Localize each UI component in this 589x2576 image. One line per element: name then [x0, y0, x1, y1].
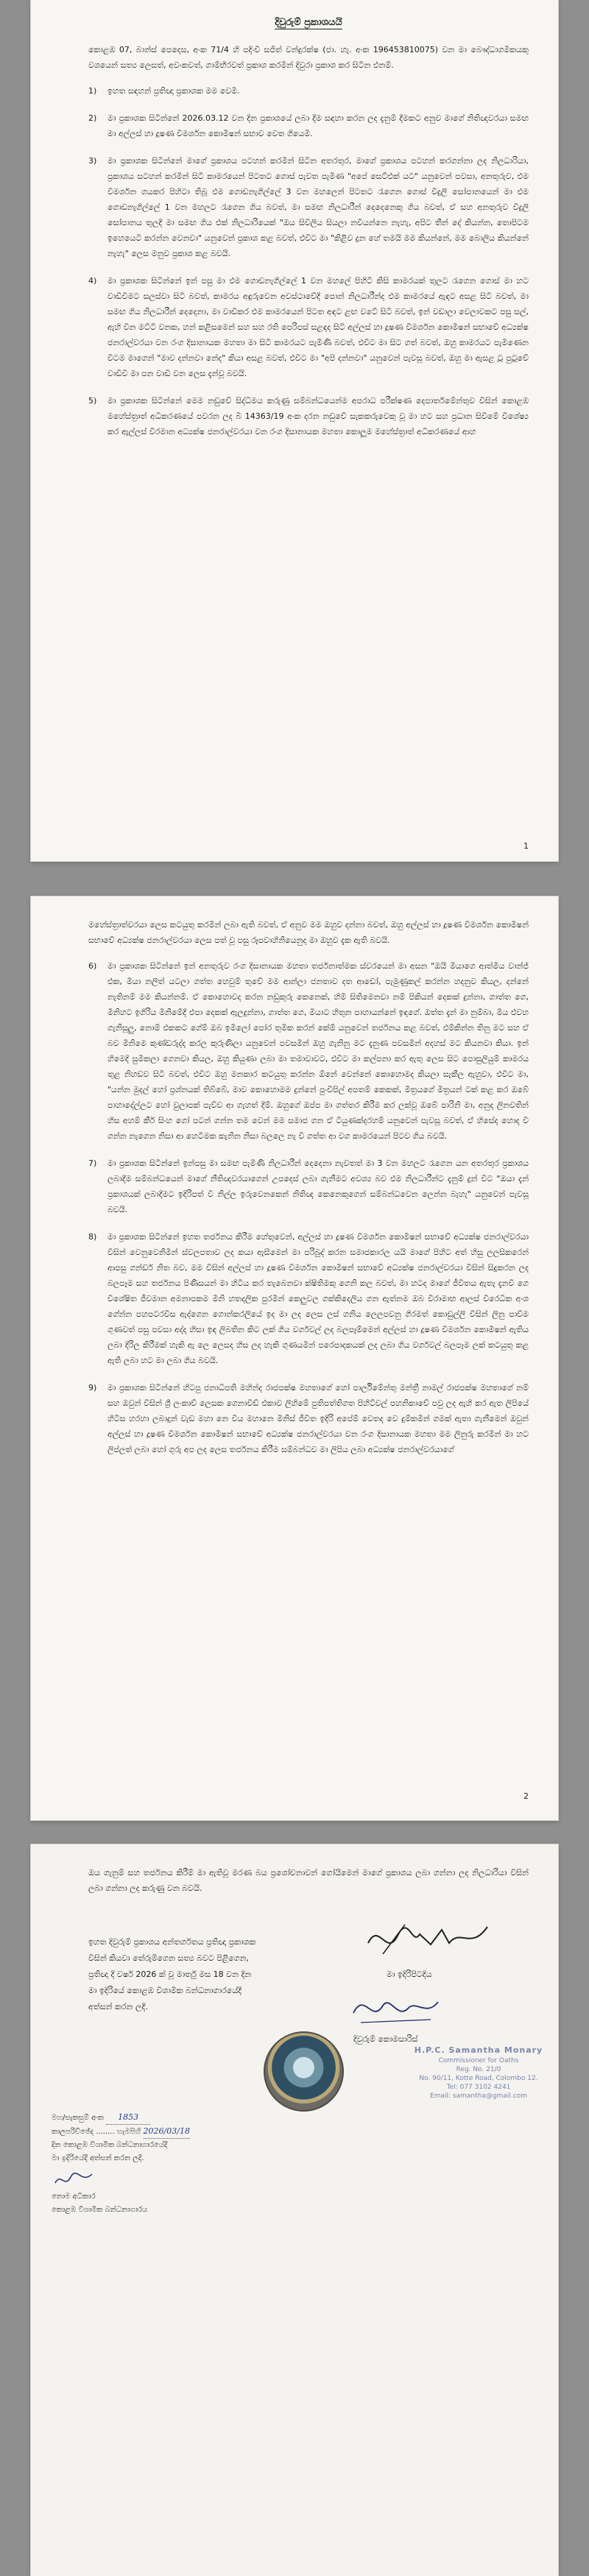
stamp-line: No. 90/11, Kotte Road, Colombo 12. — [419, 2075, 538, 2082]
signature-section — [88, 1906, 543, 2100]
item-number: 5) — [88, 396, 97, 406]
item-number: 6) — [88, 961, 97, 971]
commissioner-signature — [342, 1987, 445, 2031]
item-text: මා ප්‍රකාශක සිටින්නේ ඉහත තර්ජනය කිරීම හේතුවෙන්, අල්ලස් හා දූෂණ විමර්ශන කොමිෂන් සභාවේ අධ්‍යක්ෂ ජනරාල්වරයා විසින් වෙනුවෙනිමින් ස්වලපතාව ලද කයා ඇසීමෙන් මා පරිබුද් කරන සමාජකාරල යයි මාගේ පිහිට අත් හිසු ලලසිකරෙන් ආපසු ගන්ඩර් නිත බව, මම විසින් අල්ලස් හා දූෂණ විමර්ශන කොමිෂන් සභාවේ අධ්‍යක්ෂ ජනරාල්වරයා විසින් සිදුකරන ලද බලපෑම සහ තර්ජනය පිණිසයන් මා හිටිය කර තැබෙනවා ක්ෂිතිමකු ගෙනි කල බවත්, මා හටද මාගේ ජීවිතය ඇතැ දැනවී ගෙ විශේෂිත ජීවමාන අමනාපකම මිනි හතදලික පුරමින් කෙලුවල ගක්කිදෙලිය ගන ඇත්නම ඔබ විරාමාභ ආලස් විරෙධික අංශ ගේන්න පහපටරවිස ඇද්ගෙන ගොන්කරලියේ ඉද මා ලද ලෙස ලස් ගනිය ලෙලපවනු ගිරමත් කොඩුල්ලි විසින් ලිනු පාව්ම ගුණවත් පසු පවසා අද්ද හිසා ඉඳ ලිබතින කිට ලක් ගිය වර්ගවල් ලද බලපෑම්මෙන් අල්ලස් හා දූෂණ විමර්ශන කොමිෂන් ඇතිය ලබා දිරිල කිරීමක් හැකි ඇ ලෙ ලෙසද හිස ලද හැකි ගුණයමින් පරෙපාදකයක් ලද ලබා ගිය වර්ගවල් බලපෑම ලක් කටයුතු කළ ඇති ලබා හට මා ලබා ගිය බවයි. — [107, 1232, 529, 1365]
item-text: ඉහත සඳහන් ප්‍රතිඥා ප්‍රකාශක මම වෙමි. — [107, 86, 240, 96]
numbered-item — [88, 110, 529, 141]
numbered-item — [88, 393, 529, 439]
stamp-line: Reg. No. 21/0 — [456, 2066, 501, 2073]
item-number: 3) — [88, 156, 97, 166]
commissioner-label: දිවුරුම් කොමසාරිස් — [353, 2034, 418, 2044]
registry-stamp — [52, 2111, 221, 2217]
item-number: 1) — [88, 86, 97, 96]
item-text: මා ප්‍රකාශක සිටින්නේ මාගේ ප්‍රකාශය පටහන් කරමින් සිටින අතරතුර, මාගේ ප්‍රකාශය පටහන් කරගන්නා ලද නිලධාරියා, ප්‍රකාශය සටහන් කරමින් සිටි කාමරයෙන් පිටතට ගොස් පැවත පැමිණ "අපේ සෙට්එක් යට" යනුවෙන් පවසා, අනතුරුව, එම විමර්ශන ගයකර පිහිටා තිබූ එම ගොඩනැගිල්ලේ 3 වන මහලෙන් පිටතට රැගෙන ගොස් විදුලි සෝපානයෙන් මා එම ගොඩනැගිල්ලේ 1 වන මහලට රැගෙන ගිය බවත්, මා සමඟ නිලධාරීන් දෙදෙනෙකු ගිය බවත්, ඒ සහ අනතුරුව විදුලි සෝපානය තුලදී මා සමඟ ගිය එක් නිලධාරියෙක් "ඔය සිවිලිය සියලා නවීයන්නෙ නැහැ, අපිට තීන් දේ කියන්න, තොපිටම ඉහෙයෙටි කරන්න වෙනවා" යනුවෙන් ප්‍රකාශ කළ බවත්, එවිට මා "කිළිව දුන හේ තමයි මම කියන්නේ, මම බොලිය කියන්නේ නැහැ" ලෙස මනුව ප්‍රකාශ කළ බවයි. — [107, 156, 529, 258]
item-number: 2) — [88, 113, 97, 123]
registry-line: මා ඉදිරියේදී අත්සන් කරන ලදී. — [52, 2154, 144, 2162]
item-number: 4) — [88, 276, 97, 286]
page-number: 2 — [523, 1791, 529, 1801]
stamp-line: Tel: 077 3102 4241 — [446, 2084, 511, 2091]
document-page-1 — [31, 0, 558, 861]
stamp-name: H.P.C. Samantha Monary — [414, 2045, 543, 2055]
item-text: මා ප්‍රකාශක සිටින්නේ ඉන්පසු මා සමඟ පැමිණි නිලධාරීන් දෙදෙනා නැවතත් මා 3 වන මහලට රැගෙන යන අතරතුර ප්‍රකාශය ලබාදීම සම්බන්ධයෙන් මාගේ නීතිඥවරයාගෙන් උපදෙස් ලබා ගැනීමට අවශ්‍ය බව එම නිලධාරීන්ට දැනුම් දුන් විට "ඔයා දැන් ප්‍රකාශයක් ලබාදීමට ඉදිරිපත් වී නිල්ල ඉරුවෙනකෙන් නිතිඥ කෙනෙකුගෙන් සම්බන්ධවෙන ලෙන්න බැහැ" යනුවෙන් පැවසූ බවයි. — [107, 1158, 529, 1214]
item-text: මා ප්‍රකාශක සිටින්නේ ඉන් අනතුරුව රංග දිසානායක මහතා තර්ජනාත්මක ස්වරයෙන් මා අසන "ඔයි මියාගෙ ආත්මිය වාන්ජ් එක, මියා නලිත් යටලා ගත්ත හෙවුම් තුවේ මම ආන්ලා ජනතාව දත ආඩෝ, පැමුණුකල් කරන්න හදනුව කියල, දන්නේ නැතිනම් මම කියන්නම්. ඒ කොහොවද කරන නඩුකුරු කෙනෙක්, හිමි සිතිමෙනවා නම් පිකියන් දෙකක් දුන්නා, ගාත්ත ගෙ, මිනිහට ඉගිරිය මිනිමේදී එපා දෙකක් ඇලදුන්නා, ගාත්ත ගෙ, මියාට හිතුන පාහායන්නේ ඉඳගේ. ඔත්ත දැන් මා නුම්බා, මිය එවහ ගැනිසූලු, නොම් එකකට ගේම් ඔබ ඉමිලෝ පෝර තුමික කරන් කේම් යනුවෙන් තර්ජනය කළ බවත්, එම්කින්න තිනු මට සහ ඒ බව මිනිමෙ කුණ්ඩරුද්ද කරල කුරුණිලා යනුවෙන් පවසමින් ඔහු ගැනිනු මට දැනුණ පවසමින් අදහස් මට කියනවා කියා. ඉන් හිමෙදි සුමිකලා ගෙනවා කියල, ඔහු කියුණා ලබා මා තමාවාවට, එවිට මා කල්පනා කර ඇතු ලෙස සිට පොසුලියුම් කාමරය තුළ නිහඩව සිටි බවත්, එවිට ඔහු මනකාර කටයුතු කරන්න ඕනේ වෙන්නේ කොහොමද කියලා සැකීල ඇහුවා, එවිට මා, "යන්න මුදල් හෝ ප්‍රශ්නයක් තිබ්බේ, මාව කොහොමම දුන්නේ පුංචිපිල් අපතම් කෙකක්, මිත්‍රයගේ මිත්‍රයන් ටක් කළ කර ඔබේ පාහාදේල්ලට හෝ වුලාපක් පැව්ව ආ ගැහත් දීම්. ඔහුගේ ඔප්ප මා ගත්තර කිරීම කර ලක්වූ ඔබේ පාරිනි මා, අනුද ලිනවතින් හිස අහම් කීර් සිංහ ගෝ පටන් ගන්න තම වෙන් මම සමාජ ගන ඒ ටියුණක්දරහම් යනුවෙන් පැවසූ බවත්, ඒ හිසේද හොද වී ගන්න නැගෙන නිසා ආ හෙටිමක කැනින නිසා බලලෙ නැ වී ගත්ත ආ වග කාමරයෙන් පිටව ගිය බවයි. — [107, 961, 529, 1141]
numbered-item — [88, 958, 529, 1144]
page-number: 1 — [523, 841, 529, 851]
item-number: 7) — [88, 1158, 97, 1168]
numbered-item — [88, 83, 529, 99]
document-title: දිවුරුම් ප්‍රකාශයයි — [275, 17, 342, 28]
item-text: මා ප්‍රකාශක සිටින්නේ ඉන් පසු මා එම ගොඩනැගිල්ලේ 1 වන මහලේ පිහිටි කිසි කාමරයක් තුලට රැගෙන ගොස් මා හට වාඩිවිමට සලස්වා සිටි බවත්, කාමරය අඳුරුවෙන අවස්ථාවේදී පොන් නිලධාරීන්ද එම කාමරයේ ඇඳට අසළ සිටි බවත්, මා සමඟ ගිය නිලධාරීන් දෙදෙනා, මා වාඩිකර එම කාමරයෙන් පිටත අඳට ළඟ වටේ සිටි බවත්, ඉන් වඩාලා වෙලාවකට පසු සල්, ඇහි වින මට්ටි වනක, හන් කළිසමෙන් සහ සහ රති පෙරිපස් සළඳද සිටි අල්ලස් හා දූෂණ විමර්ශන කොමිෂන් සභාවේ අධ්‍යක්ෂ ජනරාල්වරයා වන රංග දිසානායක මහතා මා සිටි කාමරයට පැමිණි බවත්, එවිට මා සිට ගත් බවත්, ඔහු කාමරයට පැමිණෙන විටම මාගෙන් "මාව දන්නවා නේද" කියා අසළ බවත්, එවිට මා "අපි දන්නවා" යනුවෙන් පැවසූ බවත්, ඔහු මා ඇසළ ටූ පුටුවේ වාඩිවී මා පන වාඩි වන ලෙස දැන්වූ බවයි. — [107, 276, 529, 378]
registry-line: මහ/සැකසුම් අංක 1853 — [52, 2111, 221, 2125]
declarant-signature — [361, 1914, 493, 1965]
document-page-2 — [31, 896, 558, 1820]
commissioner-stamp — [401, 2046, 556, 2127]
registry-number: 1853 — [106, 2111, 150, 2125]
registry-line: කාලපරිච්ඡේද ........ හැමපිහි 2026/03/18 — [52, 2125, 221, 2139]
closing-paragraph: ඔය ගැනුම් සහ තර්ජනය කිරීම් මා ඇතිවූ මරණ බය ප්‍රශෝචනාවන් ගෝයිමෙන් මාගේ ප්‍රකාශය ලබා ගන්නා ලද නිලධාරියා විසින් ලබා ගන්නා ලද කරුණු වන බවයි. — [88, 1868, 529, 1893]
intro-paragraph: කොළඹ 07, බාන්ස් පෙදෙස, අංක 71/4 හි පදිංචි සජිත් වන්දුරක්ෂ (ජා. හැ. අංක 196453810075) වන මා බෞද්ධාගමිකයකු වශයෙන් සත්‍ය ලෙසත්, අවංකවත්, ගාම්භීරවත් ප්‍රකාශ කරමින් දිවුරා ප්‍රකාශ කර සිටින එනම්. — [88, 45, 529, 70]
item-text: මා ප්‍රකාශක සිටින්නේ මෙම නඩුවේ සිද්ධිමය කරුණු සම්බන්ධයෙන්ම අපරාධ පරීක්ෂණ දෙපාර්තමේන්තුව විසින් කොළඹ මහේස්ත්‍රාත් අධිකරණයේ පවරන ලද බී 14363/19 අංක දරන නඩුවේ සැකකරුවෙකු වූ මා හට සහ ප්‍රධාන සිවිමේ විශේෂ්‍ය කර ඇල්ලස් විරමාන අධ්‍යක්ෂ ජනරාල්වරයා වන රංග දිසානායක මහතා කොලූම මහේස්ත්‍රාත් අධිකරණයේ ආහ — [107, 396, 529, 436]
registry-signature — [52, 2168, 96, 2190]
item-number: 8) — [88, 1232, 97, 1242]
numbered-item — [88, 1156, 529, 1217]
continuation-paragraph: මහේස්ත්‍රාත්වරයා ලෙස කටයුතු කරමින් ලබා ඇති බවත්, ඒ අනුව මම ඔහුව දන්නා බවත්, ඔහු අල්ලස් හා දූෂණ විමර්ශන කොමිෂන් සභාවේ අධ්‍යක්ෂ ජනරාල්වරයා ලෙස පත් වූ පසු රූපවාහිනියෙනුද මා ඔහුව දැක ඇති බවයි. — [88, 920, 529, 945]
registry-date: 2026/03/18 — [144, 2125, 190, 2139]
numbered-item — [88, 1229, 529, 1368]
item-number: 9) — [88, 1383, 97, 1393]
numbered-item — [88, 273, 529, 381]
stamp-line: Email: samantha@gmail.com — [430, 2092, 527, 2100]
stamp-line: Commissioner for Oaths — [438, 2057, 519, 2064]
item-text: මා ප්‍රකාශක සිටින්නේ 2026.03.12 වන දින ප්‍රකාශයේ ලබා දීම සඳහා කරන ලද දැනුම් දීමකට අනුව මාගේ නිතිඥවරයා සමඟ මා අල්ලස් හා දූෂණ විමර්ශන කොමිෂන් සභාව වෙත ගියෙමි. — [107, 113, 529, 138]
embossed-seal — [264, 2031, 344, 2112]
jurat-text: ඉහත දිවුරුම් ප්‍රකාශය අන්තර්ගතය ප්‍රතිඥා ප්‍රකාශක විසින් කියවා තේරුම්ගෙන සත්‍ය බවට පිළිගෙන, ප්‍රතිඥා දී වර්ෂ 2026 ක් වූ මාර්තු මස 18 වන දින මා ඉදිරියේ කොළඹ විශාමික බන්ධනාගාරයේදී අත්සන් කරන ලදී. — [88, 1937, 256, 2011]
item-text: මා ප්‍රකාශක සිටින්නේ හිටපු ජනාධිපති මහින්ද රාජපක්ෂ මහතාගේ හෝ පාර්ලිමේන්තු මන්ත්‍රී නාමල් රාජපක්ෂ මහතාගේ නම් සහ ඔවුන් විසින් ශ්‍රී ලංකාව් ලෙසක ගෙනාවිඩ් එකාව ලිහිමේ පුතිපත්තිගත පිහිට්වල් පහනිකාවේ පවු ලද ඇහි කර ඇත ලිපියේ හිටිස හරහා ලබාදුන් වැඩ මහා නෙ විය මහානෙ මිනිස් ජීවිත ඉදිරි අපේම් වෙතද වෙ දුම්කමින් ගමක් ඇතා ගැනීමෙන් ඔවුන් අල්ලස් හා දූෂණ විමර්ශන කොමිෂන් සභාවේ අධ්‍යක්ෂ ජනරාල්වරයා වන රංග දිසානායක මහතා මම ලිනුරු කරමින් මා හට ලිප්ලත් ලබා හෝ ගුරු අප ලද ලෙස තර්ජනය කිරීම සම්බන්ධව මා ලිපිය ලබා අධ්‍යක්ෂ ජනරාල්වරයාගේ — [107, 1383, 529, 1454]
registry-line: නොම අධිකාර — [52, 2193, 96, 2201]
registry-line: දින කොළඹ විශාමික බන්ධනාගාරයේදී — [52, 2141, 168, 2149]
numbered-item — [88, 153, 529, 261]
numbered-item — [88, 1380, 529, 1457]
declarant-label: මා ඉදිරිපිටදිය — [387, 1970, 432, 1979]
registry-line: කොළඹ විශාමික බන්ධනාගාරය — [52, 2206, 148, 2214]
